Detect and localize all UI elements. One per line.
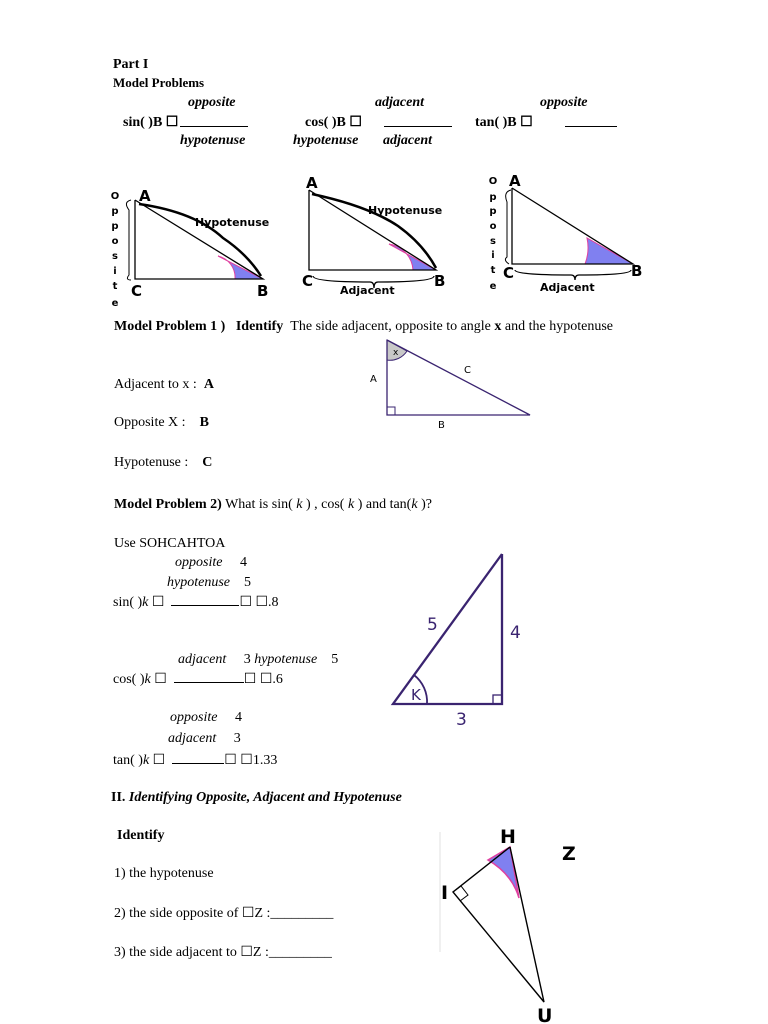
sin-numerator: opposite [188, 95, 236, 110]
adjacent-answer: Adjacent to x : A [114, 377, 214, 392]
svg-text:B: B [631, 262, 643, 280]
angle-z-marker [488, 847, 519, 898]
cos-label: cos( )B ☐ [305, 115, 362, 130]
svg-text:C: C [131, 282, 143, 300]
cos-k-equation: cos( )k ☐ ☐ ☐.6 [113, 672, 283, 687]
svg-text:p: p [111, 221, 119, 232]
svg-text:p: p [489, 206, 497, 217]
svg-text:e: e [489, 281, 497, 292]
cos-fraction-line: adjacent 3 hypotenuse 5 [178, 652, 339, 667]
svg-text:A: A [370, 374, 377, 385]
tan-numerator: opposite [540, 95, 588, 110]
svg-text:A: A [306, 174, 318, 192]
part-title: Part I [113, 57, 149, 72]
svg-text:i: i [491, 250, 495, 261]
svg-text:t: t [112, 281, 118, 292]
svg-text:t: t [490, 265, 496, 276]
svg-text:Adjacent: Adjacent [340, 284, 395, 297]
cos-fraction-bar [384, 126, 452, 127]
svg-text:o: o [489, 221, 497, 232]
svg-text:A: A [509, 172, 521, 190]
sin-k-equation: sin( )k ☐ ☐ ☐.8 [113, 595, 279, 610]
svg-text:e: e [111, 298, 119, 309]
opposite-vertical-label [111, 191, 120, 309]
question-adjacent: 3) the side adjacent to ☐Z :_________ [114, 945, 332, 960]
svg-text:p: p [111, 206, 119, 217]
part2-heading: II. Identifying Opposite, Adjacent and Hypotenuse [111, 790, 402, 805]
tan-label: tan( )B ☐ [475, 115, 533, 130]
sohcahtoa-hint: Use SOHCAHTOA [114, 536, 226, 551]
svg-text:Hypotenuse: Hypotenuse [195, 216, 270, 229]
svg-text:5: 5 [427, 615, 438, 635]
svg-text:4: 4 [510, 623, 521, 643]
svg-text:A: A [139, 187, 151, 205]
svg-text:o: o [111, 236, 119, 247]
sin-denominator: hypotenuse [180, 133, 246, 148]
sin-fraction-bar [180, 126, 248, 127]
sin-numerator-line: opposite 4 [175, 555, 247, 570]
tan-fraction-bar [565, 126, 617, 127]
svg-text:U: U [537, 1005, 553, 1024]
question-hypotenuse: 1) the hypotenuse [114, 866, 214, 881]
triangle-opposite-hypotenuse [105, 180, 285, 315]
cos-denominator: hypotenuse [293, 133, 359, 148]
svg-text:I: I [441, 882, 449, 904]
svg-text:p: p [489, 192, 497, 203]
svg-text:s: s [112, 251, 118, 262]
model-problem-1: Model Problem 1 ) Identify The side adjacent, opposite to angle x and the hypotenuse [114, 319, 613, 334]
part2-triangle-hiu [432, 822, 602, 1024]
part2-identify: Identify [117, 828, 165, 843]
svg-text:O: O [110, 191, 120, 202]
model-problem-2-triangle [385, 548, 535, 738]
svg-text:B: B [257, 282, 269, 300]
svg-text:x: x [393, 348, 399, 358]
sin-label: sin( )B ☐ [123, 115, 179, 130]
model-problem-2: Model Problem 2) What is sin( k ) , cos( k ) and tan(k )? [114, 497, 432, 512]
model-problems-heading: Model Problems [113, 75, 205, 90]
tan-numerator-line: opposite 4 [170, 710, 242, 725]
svg-text:s: s [490, 236, 496, 247]
triangle-opposite-adjacent [485, 172, 650, 302]
svg-text:i: i [113, 266, 117, 277]
svg-text:3: 3 [456, 710, 467, 730]
tan-k-equation: tan( )k ☐ ☐ ☐1.33 [113, 753, 278, 768]
cos-numerator: adjacent [375, 95, 424, 110]
svg-text:Hypotenuse: Hypotenuse [368, 204, 443, 217]
sin-denominator-line: hypotenuse 5 [167, 575, 251, 590]
svg-text:H: H [500, 826, 516, 848]
svg-text:B: B [434, 272, 446, 290]
opposite-answer: Opposite X : B [114, 415, 209, 430]
svg-text:C: C [503, 264, 515, 282]
opposite-vertical-label [489, 176, 498, 292]
svg-text:O: O [488, 176, 498, 187]
triangle-adjacent-hypotenuse [298, 172, 458, 302]
svg-text:C: C [464, 365, 471, 376]
model-problem-1-triangle [360, 336, 540, 431]
question-opposite: 2) the side opposite of ☐Z :_________ [114, 906, 334, 921]
tan-denominator-line: adjacent 3 [168, 731, 241, 746]
tan-denominator: adjacent [383, 133, 432, 148]
svg-text:B: B [438, 420, 445, 431]
svg-text:Adjacent: Adjacent [540, 281, 595, 294]
hypotenuse-answer: Hypotenuse : C [114, 455, 213, 470]
svg-text:K: K [411, 686, 421, 704]
svg-text:C: C [302, 272, 314, 290]
svg-text:Z: Z [562, 843, 576, 865]
